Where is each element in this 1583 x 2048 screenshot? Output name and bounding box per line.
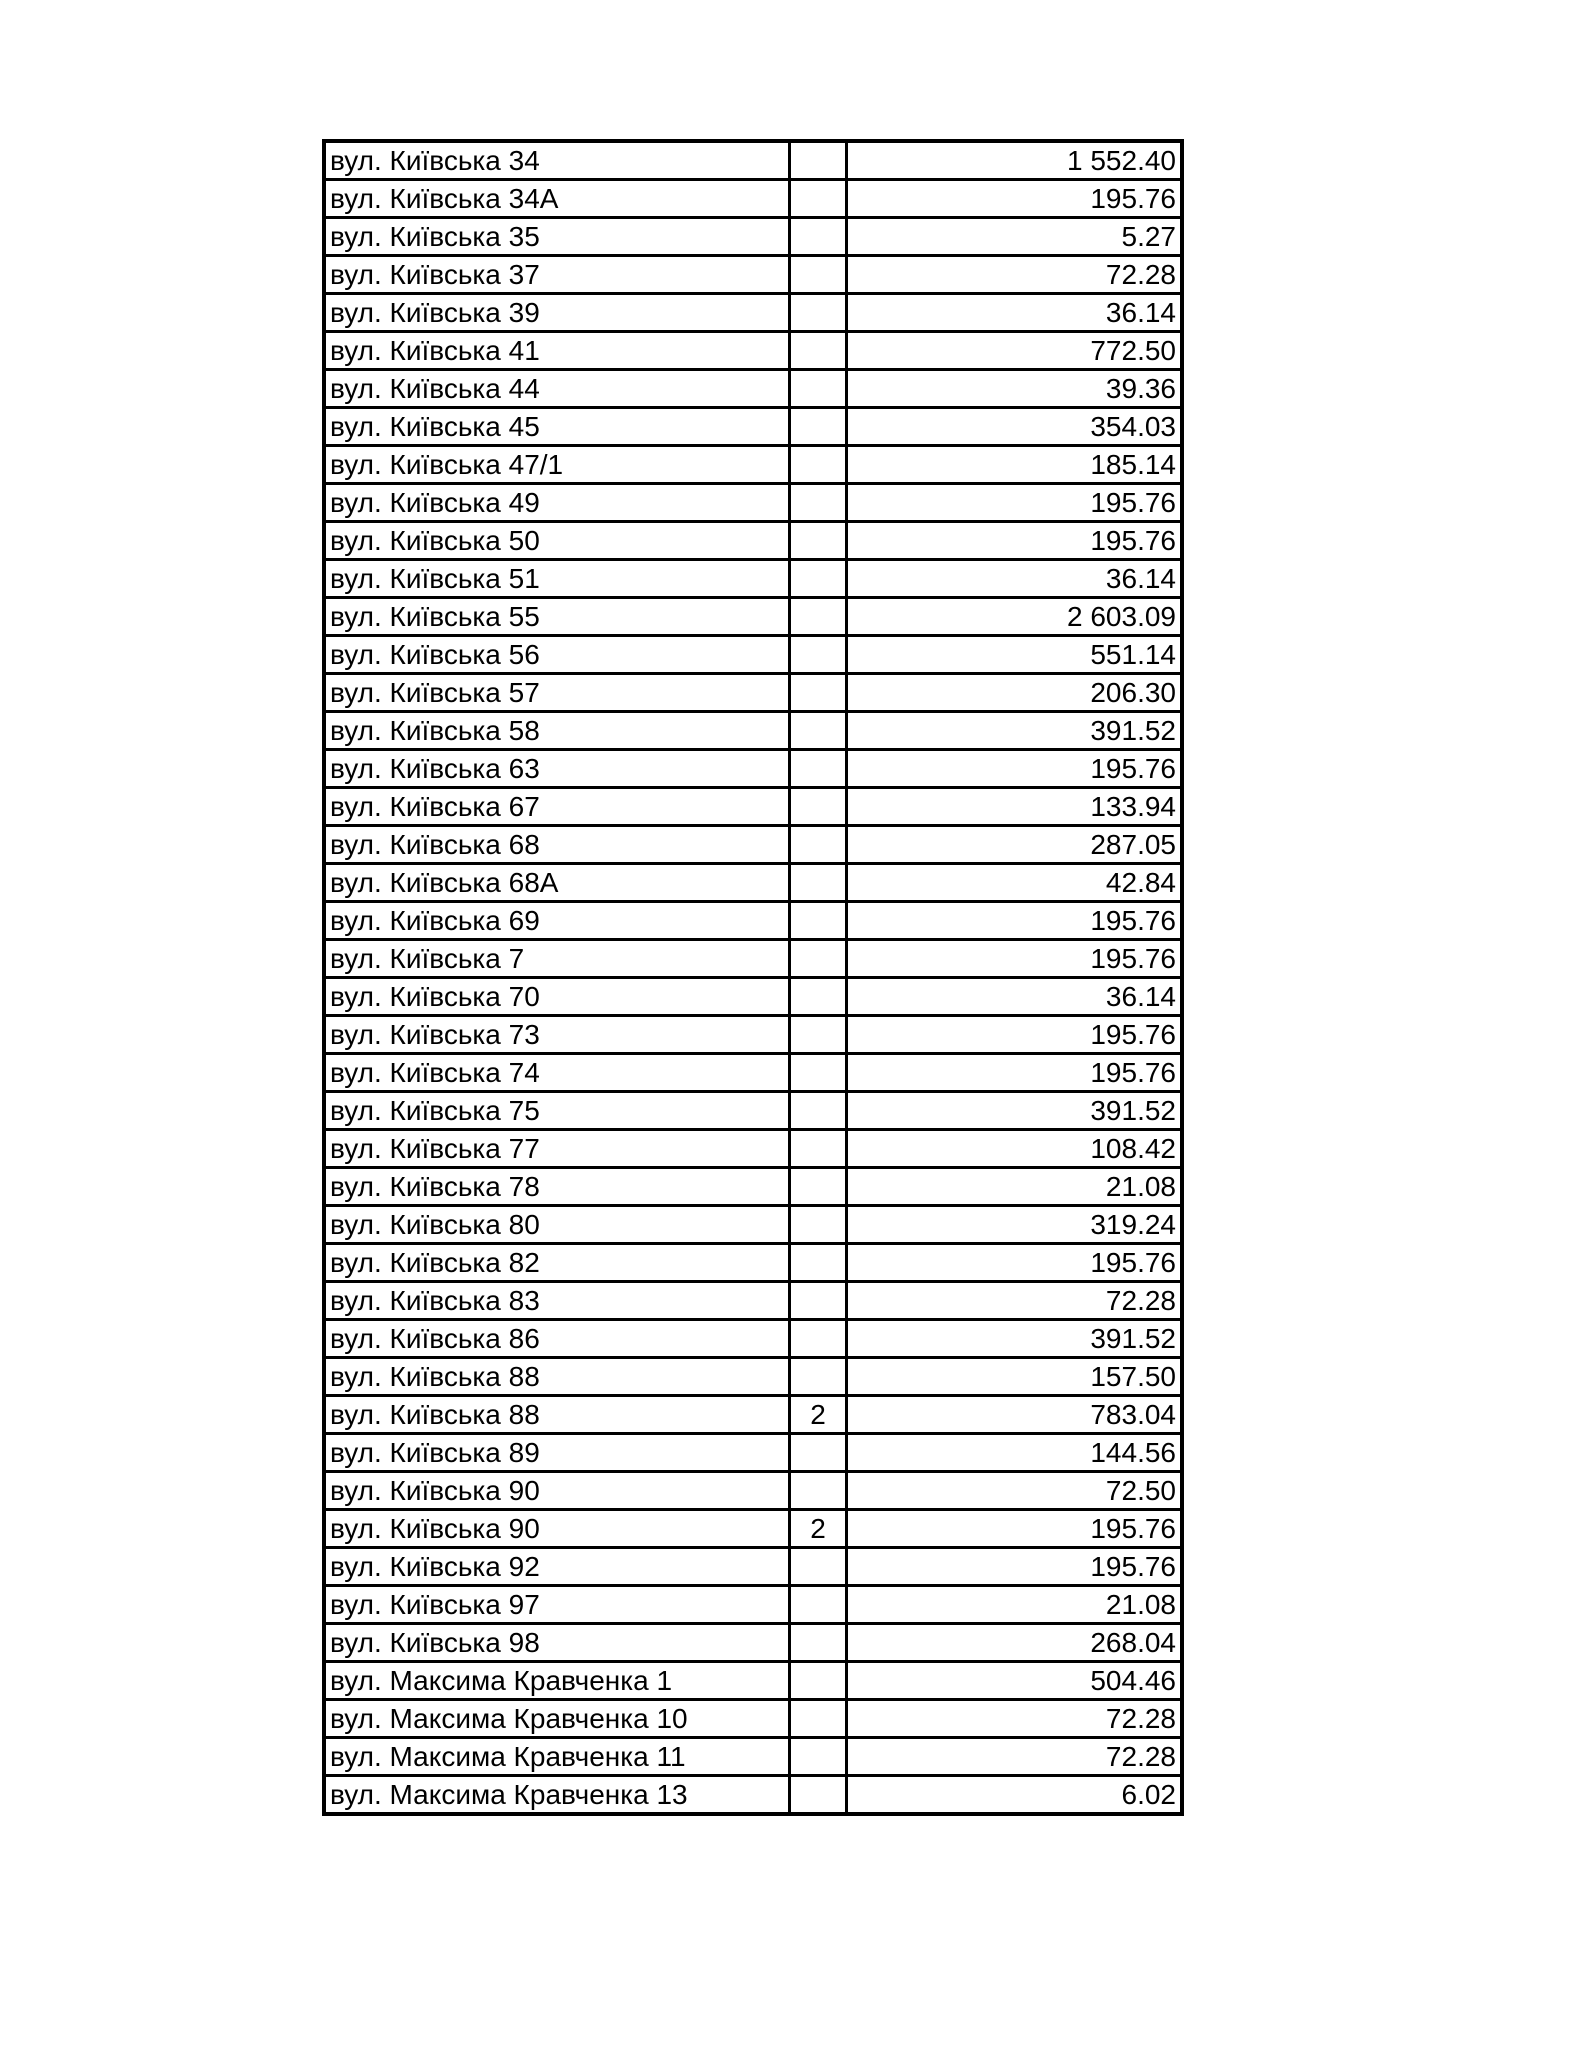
apartment-cell bbox=[790, 1434, 847, 1472]
apartment-cell bbox=[790, 560, 847, 598]
apartment-cell bbox=[790, 864, 847, 902]
address-cell: вул. Київська 34А bbox=[324, 180, 790, 218]
table-row bbox=[324, 294, 1182, 332]
apartment-cell bbox=[790, 522, 847, 560]
address-cell: вул. Київська 77 bbox=[324, 1130, 790, 1168]
apartment-cell bbox=[790, 1282, 847, 1320]
amount-cell: 133.94 bbox=[847, 788, 1183, 826]
apartment-cell bbox=[790, 712, 847, 750]
table-row bbox=[324, 218, 1182, 256]
address-cell: вул. Київська 35 bbox=[324, 218, 790, 256]
address-cell: вул. Максима Кравченка 10 bbox=[324, 1700, 790, 1738]
amount-cell: 72.28 bbox=[847, 1738, 1183, 1776]
address-cell: вул. Київська 98 bbox=[324, 1624, 790, 1662]
table-row bbox=[324, 1624, 1182, 1662]
amount-cell: 772.50 bbox=[847, 332, 1183, 370]
table-row bbox=[324, 1130, 1182, 1168]
address-cell: вул. Київська 34 bbox=[324, 141, 790, 180]
table-row bbox=[324, 1358, 1182, 1396]
apartment-cell bbox=[790, 978, 847, 1016]
table-row bbox=[324, 636, 1182, 674]
apartment-cell bbox=[790, 256, 847, 294]
address-cell: вул. Київська 70 bbox=[324, 978, 790, 1016]
table-row bbox=[324, 256, 1182, 294]
address-cell: вул. Київська 80 bbox=[324, 1206, 790, 1244]
amount-cell: 39.36 bbox=[847, 370, 1183, 408]
address-cell: вул. Київська 44 bbox=[324, 370, 790, 408]
apartment-cell bbox=[790, 1624, 847, 1662]
amount-cell: 268.04 bbox=[847, 1624, 1183, 1662]
apartment-cell bbox=[790, 1662, 847, 1700]
table-row bbox=[324, 788, 1182, 826]
table-row bbox=[324, 1206, 1182, 1244]
amount-cell: 551.14 bbox=[847, 636, 1183, 674]
address-cell: вул. Київська 83 bbox=[324, 1282, 790, 1320]
table-row bbox=[324, 1396, 1182, 1434]
apartment-cell bbox=[790, 294, 847, 332]
apartment-cell bbox=[790, 1776, 847, 1815]
table-row bbox=[324, 446, 1182, 484]
table-row bbox=[324, 370, 1182, 408]
table-row bbox=[324, 826, 1182, 864]
table-row bbox=[324, 484, 1182, 522]
address-cell: вул. Київська 90 bbox=[324, 1472, 790, 1510]
apartment-cell bbox=[790, 1472, 847, 1510]
address-cell: вул. Київська 56 bbox=[324, 636, 790, 674]
debt-table-body bbox=[324, 141, 1182, 1814]
address-cell: вул. Київська 49 bbox=[324, 484, 790, 522]
table-row bbox=[324, 1510, 1182, 1548]
table-row bbox=[324, 1586, 1182, 1624]
address-cell: вул. Київська 7 bbox=[324, 940, 790, 978]
amount-cell: 36.14 bbox=[847, 978, 1183, 1016]
apartment-cell bbox=[790, 1206, 847, 1244]
amount-cell: 391.52 bbox=[847, 1320, 1183, 1358]
table-row bbox=[324, 978, 1182, 1016]
amount-cell: 185.14 bbox=[847, 446, 1183, 484]
apartment-cell bbox=[790, 1244, 847, 1282]
table-row bbox=[324, 940, 1182, 978]
amount-cell: 354.03 bbox=[847, 408, 1183, 446]
apartment-cell bbox=[790, 484, 847, 522]
apartment-cell bbox=[790, 598, 847, 636]
table-row bbox=[324, 141, 1182, 180]
amount-cell: 287.05 bbox=[847, 826, 1183, 864]
table-row bbox=[324, 1662, 1182, 1700]
amount-cell: 195.76 bbox=[847, 522, 1183, 560]
address-cell: вул. Київська 92 bbox=[324, 1548, 790, 1586]
amount-cell: 391.52 bbox=[847, 1092, 1183, 1130]
address-cell: вул. Київська 90 bbox=[324, 1510, 790, 1548]
address-cell: вул. Київська 78 bbox=[324, 1168, 790, 1206]
apartment-cell bbox=[790, 446, 847, 484]
amount-cell: 195.76 bbox=[847, 1510, 1183, 1548]
address-cell: вул. Київська 63 bbox=[324, 750, 790, 788]
address-cell: вул. Максима Кравченка 13 bbox=[324, 1776, 790, 1815]
address-cell: вул. Київська 39 bbox=[324, 294, 790, 332]
table-row bbox=[324, 1548, 1182, 1586]
table-row bbox=[324, 1092, 1182, 1130]
table-row bbox=[324, 674, 1182, 712]
address-cell: вул. Київська 89 bbox=[324, 1434, 790, 1472]
amount-cell: 157.50 bbox=[847, 1358, 1183, 1396]
address-cell: вул. Київська 75 bbox=[324, 1092, 790, 1130]
apartment-cell bbox=[790, 1358, 847, 1396]
amount-cell: 195.76 bbox=[847, 1016, 1183, 1054]
amount-cell: 72.28 bbox=[847, 1700, 1183, 1738]
table-row bbox=[324, 1700, 1182, 1738]
address-cell: вул. Київська 88 bbox=[324, 1358, 790, 1396]
table-row bbox=[324, 1282, 1182, 1320]
amount-cell: 42.84 bbox=[847, 864, 1183, 902]
amount-cell: 195.76 bbox=[847, 902, 1183, 940]
apartment-cell bbox=[790, 750, 847, 788]
apartment-cell bbox=[790, 332, 847, 370]
amount-cell: 36.14 bbox=[847, 294, 1183, 332]
amount-cell: 195.76 bbox=[847, 1054, 1183, 1092]
table-row bbox=[324, 1472, 1182, 1510]
amount-cell: 195.76 bbox=[847, 484, 1183, 522]
table-row bbox=[324, 750, 1182, 788]
address-cell: вул. Максима Кравченка 1 bbox=[324, 1662, 790, 1700]
amount-cell: 144.56 bbox=[847, 1434, 1183, 1472]
table-row bbox=[324, 180, 1182, 218]
apartment-cell bbox=[790, 1092, 847, 1130]
table-row bbox=[324, 1016, 1182, 1054]
table-row bbox=[324, 332, 1182, 370]
amount-cell: 195.76 bbox=[847, 1548, 1183, 1586]
amount-cell: 5.27 bbox=[847, 218, 1183, 256]
apartment-cell bbox=[790, 370, 847, 408]
table-row bbox=[324, 1776, 1182, 1815]
address-cell: вул. Київська 97 bbox=[324, 1586, 790, 1624]
address-cell: вул. Максима Кравченка 11 bbox=[324, 1738, 790, 1776]
address-cell: вул. Київська 68А bbox=[324, 864, 790, 902]
table-row bbox=[324, 408, 1182, 446]
address-cell: вул. Київська 47/1 bbox=[324, 446, 790, 484]
table-row bbox=[324, 712, 1182, 750]
address-cell: вул. Київська 69 bbox=[324, 902, 790, 940]
address-cell: вул. Київська 73 bbox=[324, 1016, 790, 1054]
address-cell: вул. Київська 88 bbox=[324, 1396, 790, 1434]
apartment-cell bbox=[790, 1130, 847, 1168]
address-cell: вул. Київська 57 bbox=[324, 674, 790, 712]
amount-cell: 1 552.40 bbox=[847, 141, 1183, 180]
amount-cell: 21.08 bbox=[847, 1586, 1183, 1624]
apartment-cell bbox=[790, 674, 847, 712]
address-cell: вул. Київська 41 bbox=[324, 332, 790, 370]
amount-cell: 2 603.09 bbox=[847, 598, 1183, 636]
apartment-cell bbox=[790, 940, 847, 978]
table-row bbox=[324, 1738, 1182, 1776]
table-row bbox=[324, 522, 1182, 560]
apartment-cell bbox=[790, 408, 847, 446]
apartment-cell bbox=[790, 1586, 847, 1624]
apartment-cell bbox=[790, 902, 847, 940]
apartment-cell bbox=[790, 826, 847, 864]
table-row bbox=[324, 1244, 1182, 1282]
amount-cell: 72.50 bbox=[847, 1472, 1183, 1510]
table-row bbox=[324, 560, 1182, 598]
amount-cell: 195.76 bbox=[847, 180, 1183, 218]
apartment-cell bbox=[790, 1320, 847, 1358]
apartment-cell bbox=[790, 141, 847, 180]
address-cell: вул. Київська 67 bbox=[324, 788, 790, 826]
amount-cell: 391.52 bbox=[847, 712, 1183, 750]
address-cell: вул. Київська 58 bbox=[324, 712, 790, 750]
apartment-cell bbox=[790, 218, 847, 256]
amount-cell: 195.76 bbox=[847, 940, 1183, 978]
amount-cell: 72.28 bbox=[847, 1282, 1183, 1320]
address-cell: вул. Київська 51 bbox=[324, 560, 790, 598]
address-cell: вул. Київська 68 bbox=[324, 826, 790, 864]
table-row bbox=[324, 864, 1182, 902]
amount-cell: 195.76 bbox=[847, 750, 1183, 788]
amount-cell: 6.02 bbox=[847, 1776, 1183, 1815]
debt-table bbox=[322, 139, 1184, 1816]
table-row bbox=[324, 1168, 1182, 1206]
apartment-cell bbox=[790, 636, 847, 674]
address-cell: вул. Київська 55 bbox=[324, 598, 790, 636]
apartment-cell bbox=[790, 1168, 847, 1206]
address-cell: вул. Київська 82 bbox=[324, 1244, 790, 1282]
address-cell: вул. Київська 74 bbox=[324, 1054, 790, 1092]
address-cell: вул. Київська 45 bbox=[324, 408, 790, 446]
apartment-cell bbox=[790, 1700, 847, 1738]
amount-cell: 36.14 bbox=[847, 560, 1183, 598]
amount-cell: 195.76 bbox=[847, 1244, 1183, 1282]
address-cell: вул. Київська 86 bbox=[324, 1320, 790, 1358]
apartment-cell bbox=[790, 1738, 847, 1776]
apartment-cell: 2 bbox=[790, 1510, 847, 1548]
address-cell: вул. Київська 37 bbox=[324, 256, 790, 294]
table-row bbox=[324, 1434, 1182, 1472]
table-row bbox=[324, 902, 1182, 940]
amount-cell: 206.30 bbox=[847, 674, 1183, 712]
apartment-cell bbox=[790, 788, 847, 826]
apartment-cell bbox=[790, 1054, 847, 1092]
apartment-cell bbox=[790, 180, 847, 218]
amount-cell: 504.46 bbox=[847, 1662, 1183, 1700]
table-row bbox=[324, 1320, 1182, 1358]
amount-cell: 72.28 bbox=[847, 256, 1183, 294]
amount-cell: 319.24 bbox=[847, 1206, 1183, 1244]
amount-cell: 108.42 bbox=[847, 1130, 1183, 1168]
apartment-cell bbox=[790, 1016, 847, 1054]
table-row bbox=[324, 1054, 1182, 1092]
apartment-cell: 2 bbox=[790, 1396, 847, 1434]
amount-cell: 21.08 bbox=[847, 1168, 1183, 1206]
table-row bbox=[324, 598, 1182, 636]
amount-cell: 783.04 bbox=[847, 1396, 1183, 1434]
apartment-cell bbox=[790, 1548, 847, 1586]
address-cell: вул. Київська 50 bbox=[324, 522, 790, 560]
